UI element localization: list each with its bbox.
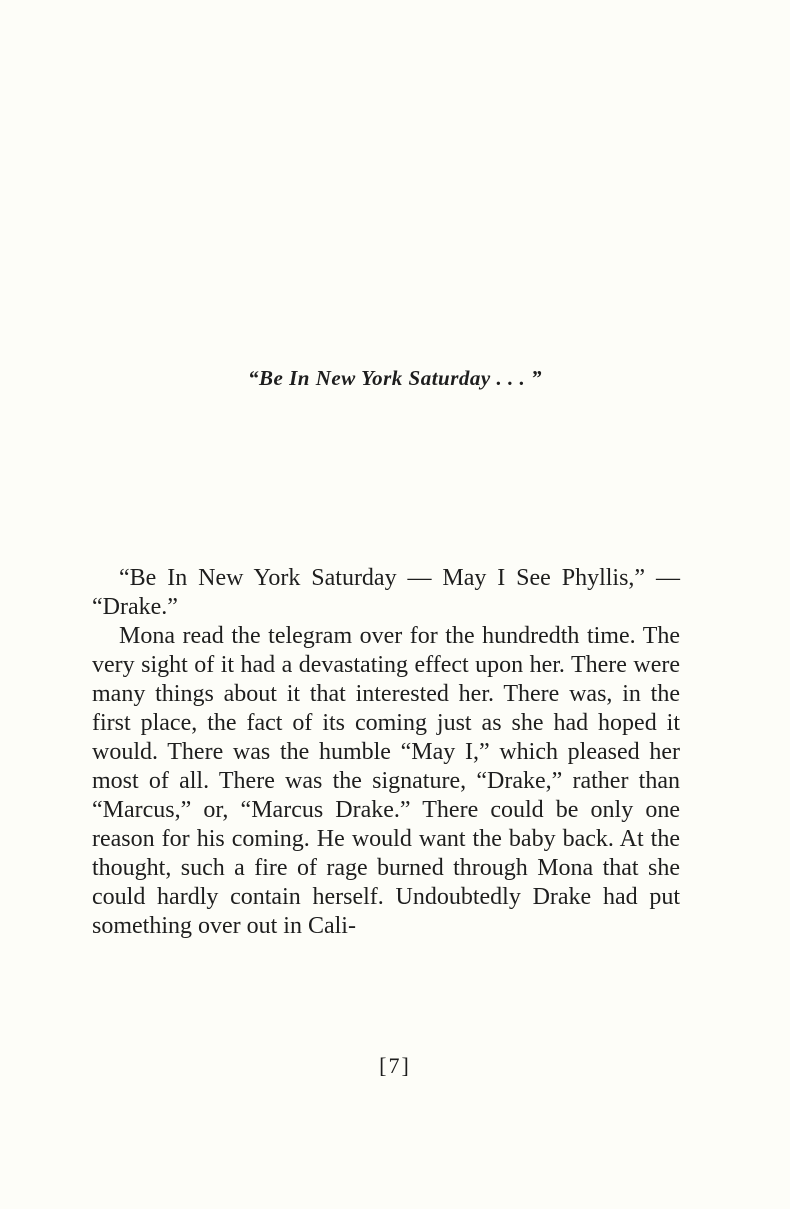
page-number: [7]	[379, 1053, 411, 1078]
paragraph-telegram: “Be In New York Saturday — May I See Phyllis,” — “Drake.”	[92, 565, 680, 620]
body-text	[92, 564, 680, 941]
chapter-title: “Be In New York Saturday . . . ”	[248, 366, 542, 390]
paragraph-mona: Mona read the telegram over for the hundredth time. The very sight of it had a devastating effect upon her. There were many things about it that interested her. There was, in the first place, the fact of its coming just as she had hoped it would. There was the humble “May I,” which pleased her most of all. There was the signature, “Drake,” rather than “Marcus,” or, “Marcus Drake.” There could be only one reason for his coming. He would want the baby back. At the thought, such a fire of rage burned through Mona that she could hardly contain herself. Undoubtedly Drake had put something over out in Cali-	[92, 623, 680, 939]
